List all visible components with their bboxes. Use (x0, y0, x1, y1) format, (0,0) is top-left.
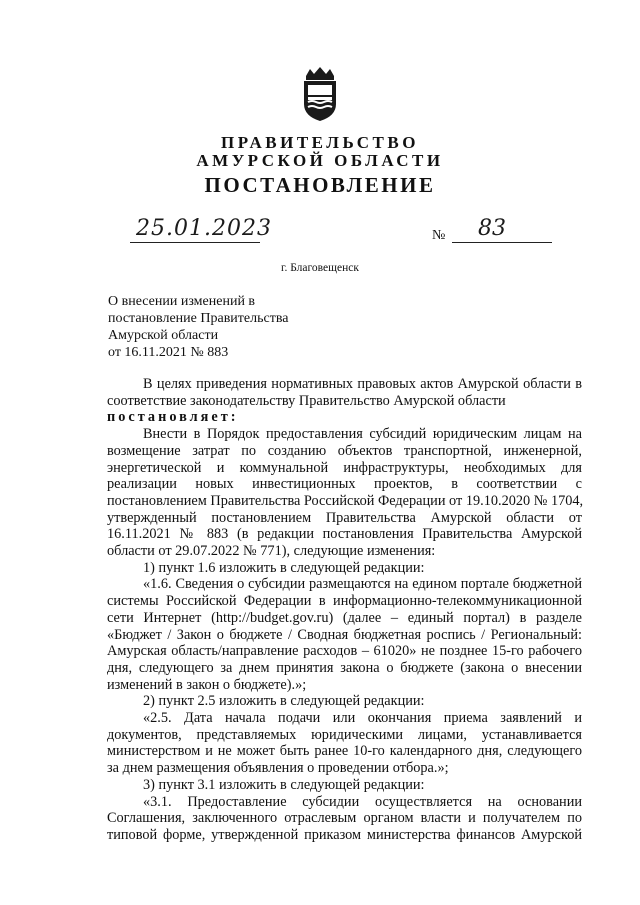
body-line: «1.6. Сведения о субсидии размещаются на едином портале бюджетной (143, 576, 582, 593)
body-line: министерством и не может быть ранее 10-го календарного дня, следующего (107, 743, 582, 760)
subject-line: О внесении изменений в (108, 294, 256, 309)
body-line: 3) пункт 3.1 изложить в следующей редакции: (143, 776, 425, 793)
body-line: энергетической и коммунальной инфраструктуры, необходимых для (107, 459, 582, 476)
body-line: 1) пункт 1.6 изложить в следующей редакции: (143, 559, 425, 576)
body-line: «3.1. Предоставление субсидии осуществляется на основании (143, 793, 582, 810)
body-line: «2.5. Дата начала подачи или окончания приема заявлений и (143, 710, 582, 727)
body-line: за днем размещения объявления о проведении отбора.»; (107, 760, 449, 777)
body-line: дня, следующего за днем принятия закона о бюджете (закона о внесении (107, 659, 582, 676)
body-line: системы Российской Федерации в информационно-телекоммуникационной (107, 593, 582, 610)
subject-line: постановление Правительства (108, 311, 289, 326)
body-line: Соглашения, заключенного отраслевым органом власти и получателем по (107, 810, 582, 827)
body-line: 16.11.2021 № 883 (в редакции постановления Правительства Амурской (107, 526, 582, 543)
body-line: соответствие законодательству Правительство Амурской области (107, 392, 506, 409)
document-number: 83 (478, 216, 506, 241)
body-line: Внести в Порядок предоставления субсидий юридическим лицам на (143, 426, 582, 443)
body-line: 2) пункт 2.5 изложить в следующей редакции: (143, 693, 425, 710)
subject-line: от 16.11.2021 № 883 (108, 345, 229, 360)
document-type-title: ПОСТАНОВЛЕНИЕ (204, 173, 436, 197)
coat-of-arms-icon (300, 66, 340, 122)
number-label: № (432, 228, 446, 243)
region-title: АМУРСКОЙ ОБЛАСТИ (196, 151, 444, 170)
body-line: В целях приведения нормативных правовых актов Амурской области в (143, 376, 582, 392)
body-line: постановлением Правительства Российской Федерации от 19.10.2020 № 1704, (107, 492, 584, 509)
subject-line: Амурской области (108, 328, 219, 343)
government-title: ПРАВИТЕЛЬСТВО (221, 133, 419, 152)
subject-block (108, 293, 288, 361)
document-body (107, 376, 582, 844)
body-line: Амурская область/направление расходов – 61020» не позднее 15-го рабочего (107, 643, 582, 660)
body-line: сети Интернет (http://budget.gov.ru) (далее – единый портал) в разделе (107, 609, 582, 626)
body-line: утвержденный постановлением Правительства Амурской области от (107, 509, 582, 526)
body-line: возмещение затрат по созданию объектов транспортной, инженерной, (107, 442, 582, 459)
body-line: документов, представляемых юридическими лицами, устанавливается (107, 726, 582, 743)
city-label: г. Благовещенск (281, 262, 359, 274)
document-date: 25.01.2023 (136, 216, 272, 241)
body-line: постановляет: (107, 409, 239, 426)
body-line: изменений в закон о бюджете).»; (107, 676, 307, 693)
body-line: реализации новых инвестиционных проектов, в соответствии с (107, 476, 582, 493)
body-line: типовой форме, утвержденной приказом министерства финансов Амурской (107, 826, 582, 843)
body-line: области от 29.07.2022 № 771), следующие изменения: (107, 543, 436, 560)
body-line: «Бюджет / Закон о бюджете / Сводная бюджетная роспись / Региональный: (107, 626, 582, 643)
